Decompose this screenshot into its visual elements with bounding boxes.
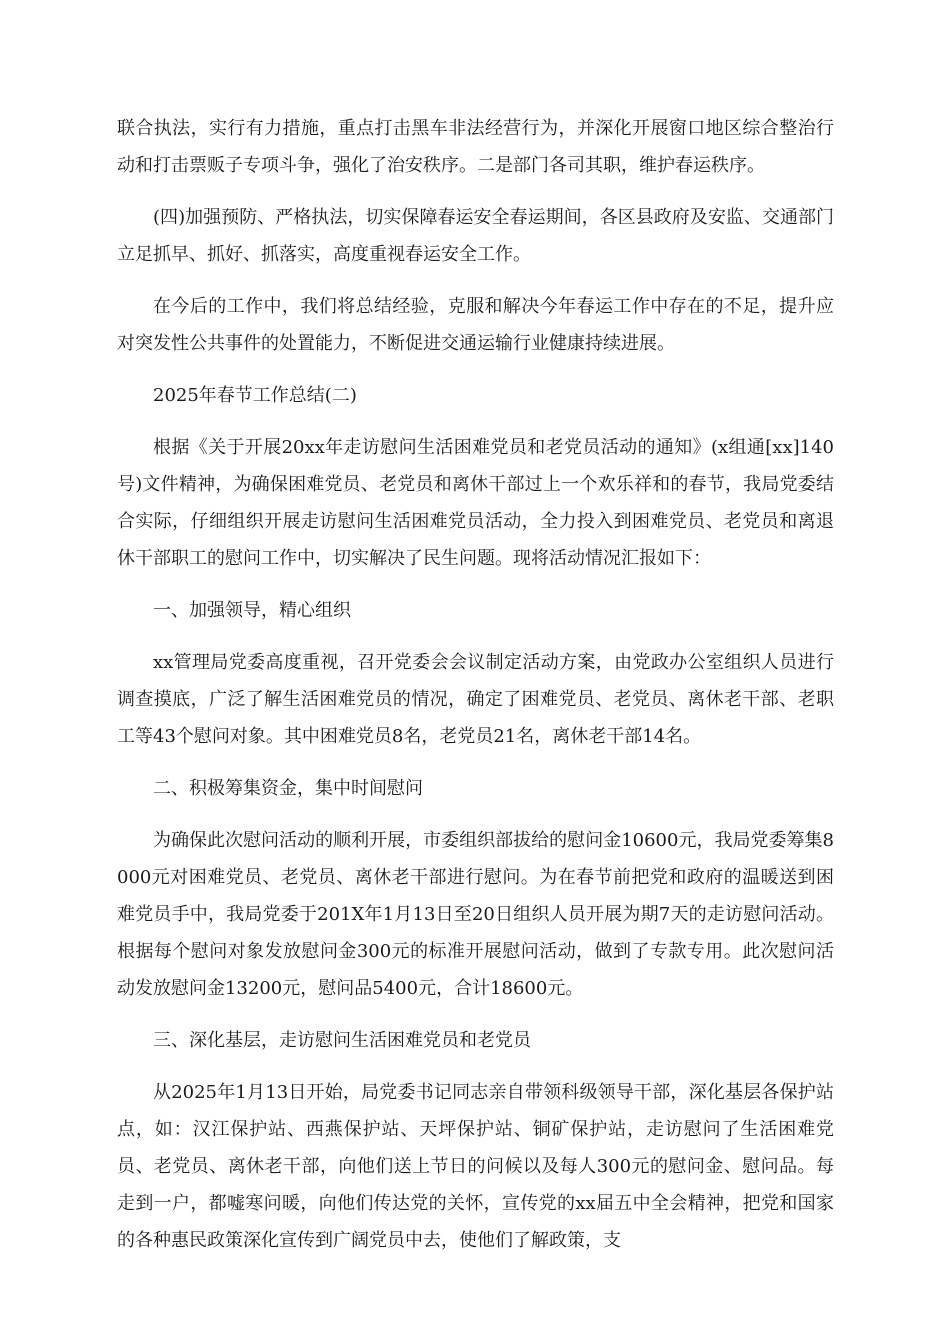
section-title: 2025年春节工作总结(二) xyxy=(153,385,357,406)
paragraph-grassroots: 从2025年1月13日开始，局党委书记同志亲自带领科级领导干部，深化基层各保护站点，如：汉江保护站、西燕保护站、天坪保护站、铜矿保护站，走访慰问了生活困难党员、老党员、离休老干部，向他们送上节日的问候以及每人300元的慰问金、慰问品。每走到一户，都嘘寒问暖，向他们传达党的关怀，宣传党的xx届五中全会精神，把党和国家的各种惠民政策深化宣传到广阔党员中去，使他们了解政策，支 xyxy=(117,1082,834,1251)
paragraph-safety: (四)加强预防、严格执法，切实保障春运安全春运期间，各区县政府及安监、交通部门立足抓早、抓好、抓落实，高度重视春运安全工作。 xyxy=(117,207,834,265)
paragraph-continuation: 联合执法，实行有力措施，重点打击黑车非法经营行为，并深化开展窗口地区综合整治行动和打击票贩子专项斗争，强化了治安秩序。二是部门各司其职，维护春运秩序。 xyxy=(117,118,834,176)
document-body xyxy=(117,110,834,1274)
heading-leadership: 一、加强领导，精心组织 xyxy=(153,600,351,621)
paragraph-funds: 为确保此次慰问活动的顺利开展，市委组织部拔给的慰问金10600元，我局党委筹集8000元对困难党员、老党员、离休老干部进行慰问。为在春节前把党和政府的温暖送到困难党员手中，我局党委于201X年1月13日至20日组织人员开展为期7天的走访慰问活动。根据每个慰问对象发放慰问金300元的标准开展慰问活动，做到了专款专用。此次慰问活动发放慰问金13200元，慰问品5400元，合计18600元。 xyxy=(117,830,834,999)
heading-funds: 二、积极筹集资金，集中时间慰问 xyxy=(153,778,423,799)
paragraph-future-work: 在今后的工作中，我们将总结经验，克服和解决今年春运工作中存在的不足，提升应对突发性公共事件的处置能力，不断促进交通运输行业健康持续进展。 xyxy=(117,296,834,354)
heading-grassroots: 三、深化基层，走访慰问生活困难党员和老党员 xyxy=(153,1030,531,1051)
paragraph-intro: 根据《关于开展20xx年走访慰问生活困难党员和老党员活动的通知》(x组通[xx]140号)文件精神，为确保困难党员、老党员和离休干部过上一个欢乐祥和的春节，我局党委结合实际，仔细组织开展走访慰问生活困难党员活动，全力投入到困难党员、老党员和离退休干部职工的慰问工作中，切实解决了民生问题。现将活动情况汇报如下： xyxy=(117,437,834,569)
paragraph-leadership: xx管理局党委高度重视，召开党委会会议制定活动方案，由党政办公室组织人员进行调查摸底，广泛了解生活困难党员的情况，确定了困难党员、老党员、离休老干部、老职工等43个慰问对象。其中困难党员8名，老党员21名，离休老干部14名。 xyxy=(117,652,834,747)
